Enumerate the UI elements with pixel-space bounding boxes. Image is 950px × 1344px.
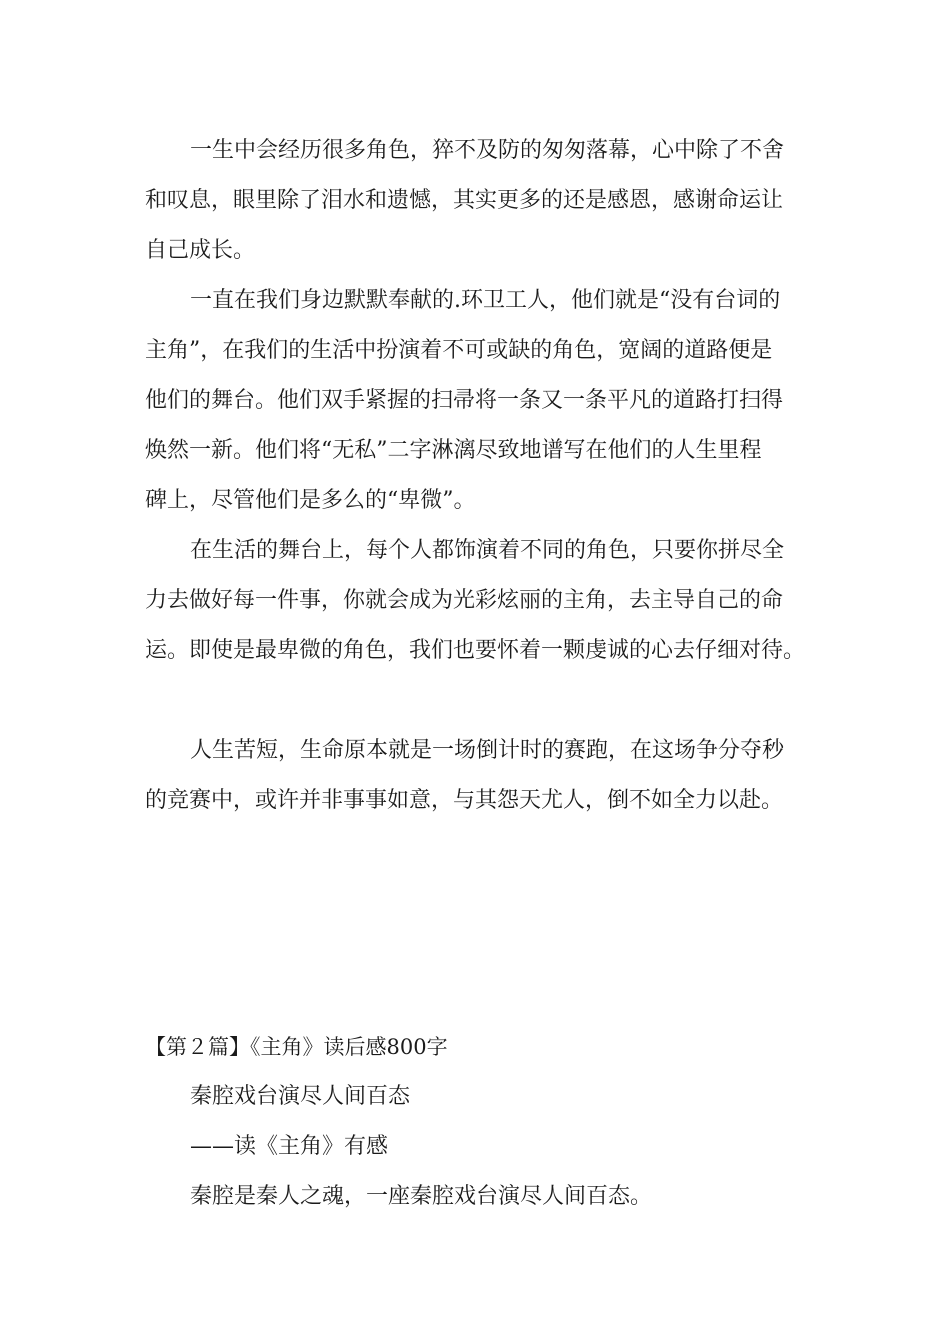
- paragraph-2-line-3: 他们的舞台。他们双手紧握的扫帚将一条又一条平凡的道路打扫得: [145, 388, 784, 413]
- article-title: 秦腔戏台演尽人间百态: [190, 1084, 411, 1109]
- paragraph-1-line-2: 和叹息，眼里除了泪水和遗憾，其实更多的还是感恩，感谢命运让: [145, 188, 784, 213]
- paragraph-2-line-2: 主角”，在我们的生活中扮演着不可或缺的角色，宽阔的道路便是: [145, 338, 773, 363]
- paragraph-1-line-3: 自己成长。: [145, 238, 256, 263]
- article-paragraph-1: 秦腔是秦人之魂，一座秦腔戏台演尽人间百态。: [190, 1184, 653, 1209]
- article-subtitle: ——读《主角》有感: [190, 1134, 389, 1159]
- paragraph-3-line-1: 在生活的舞台上，每个人都饰演着不同的角色，只要你拼尽全: [190, 538, 785, 563]
- paragraph-4-line-1: 人生苦短，生命原本就是一场倒计时的赛跑，在这场争分夺秒: [190, 738, 785, 763]
- section-heading: 【第２篇】《主角》读后感800字: [145, 1035, 448, 1059]
- paragraph-3-line-2: 力去做好每一件事，你就会成为光彩炫丽的主角，去主导自己的命: [145, 588, 784, 613]
- paragraph-2-line-4: 焕然一新。他们将“无私”二字淋漓尽致地谱写在他们的人生里程: [145, 438, 762, 463]
- paragraph-4-line-2: 的竞赛中，或许并非事事如意，与其怨天尤人，倒不如全力以赴。: [145, 788, 784, 813]
- paragraph-3-line-3: 运。即使是最卑微的角色，我们也要怀着一颗虔诚的心去仔细对待。: [145, 638, 806, 663]
- paragraph-2-line-5: 碑上，尽管他们是多么的“卑微”。: [145, 488, 476, 513]
- paragraph-2-line-1: 一直在我们身边默默奉献的.环卫工人，他们就是“没有台词的: [190, 288, 781, 313]
- paragraph-1-line-1: 一生中会经历很多角色，猝不及防的匆匆落幕，心中除了不舍: [190, 138, 785, 163]
